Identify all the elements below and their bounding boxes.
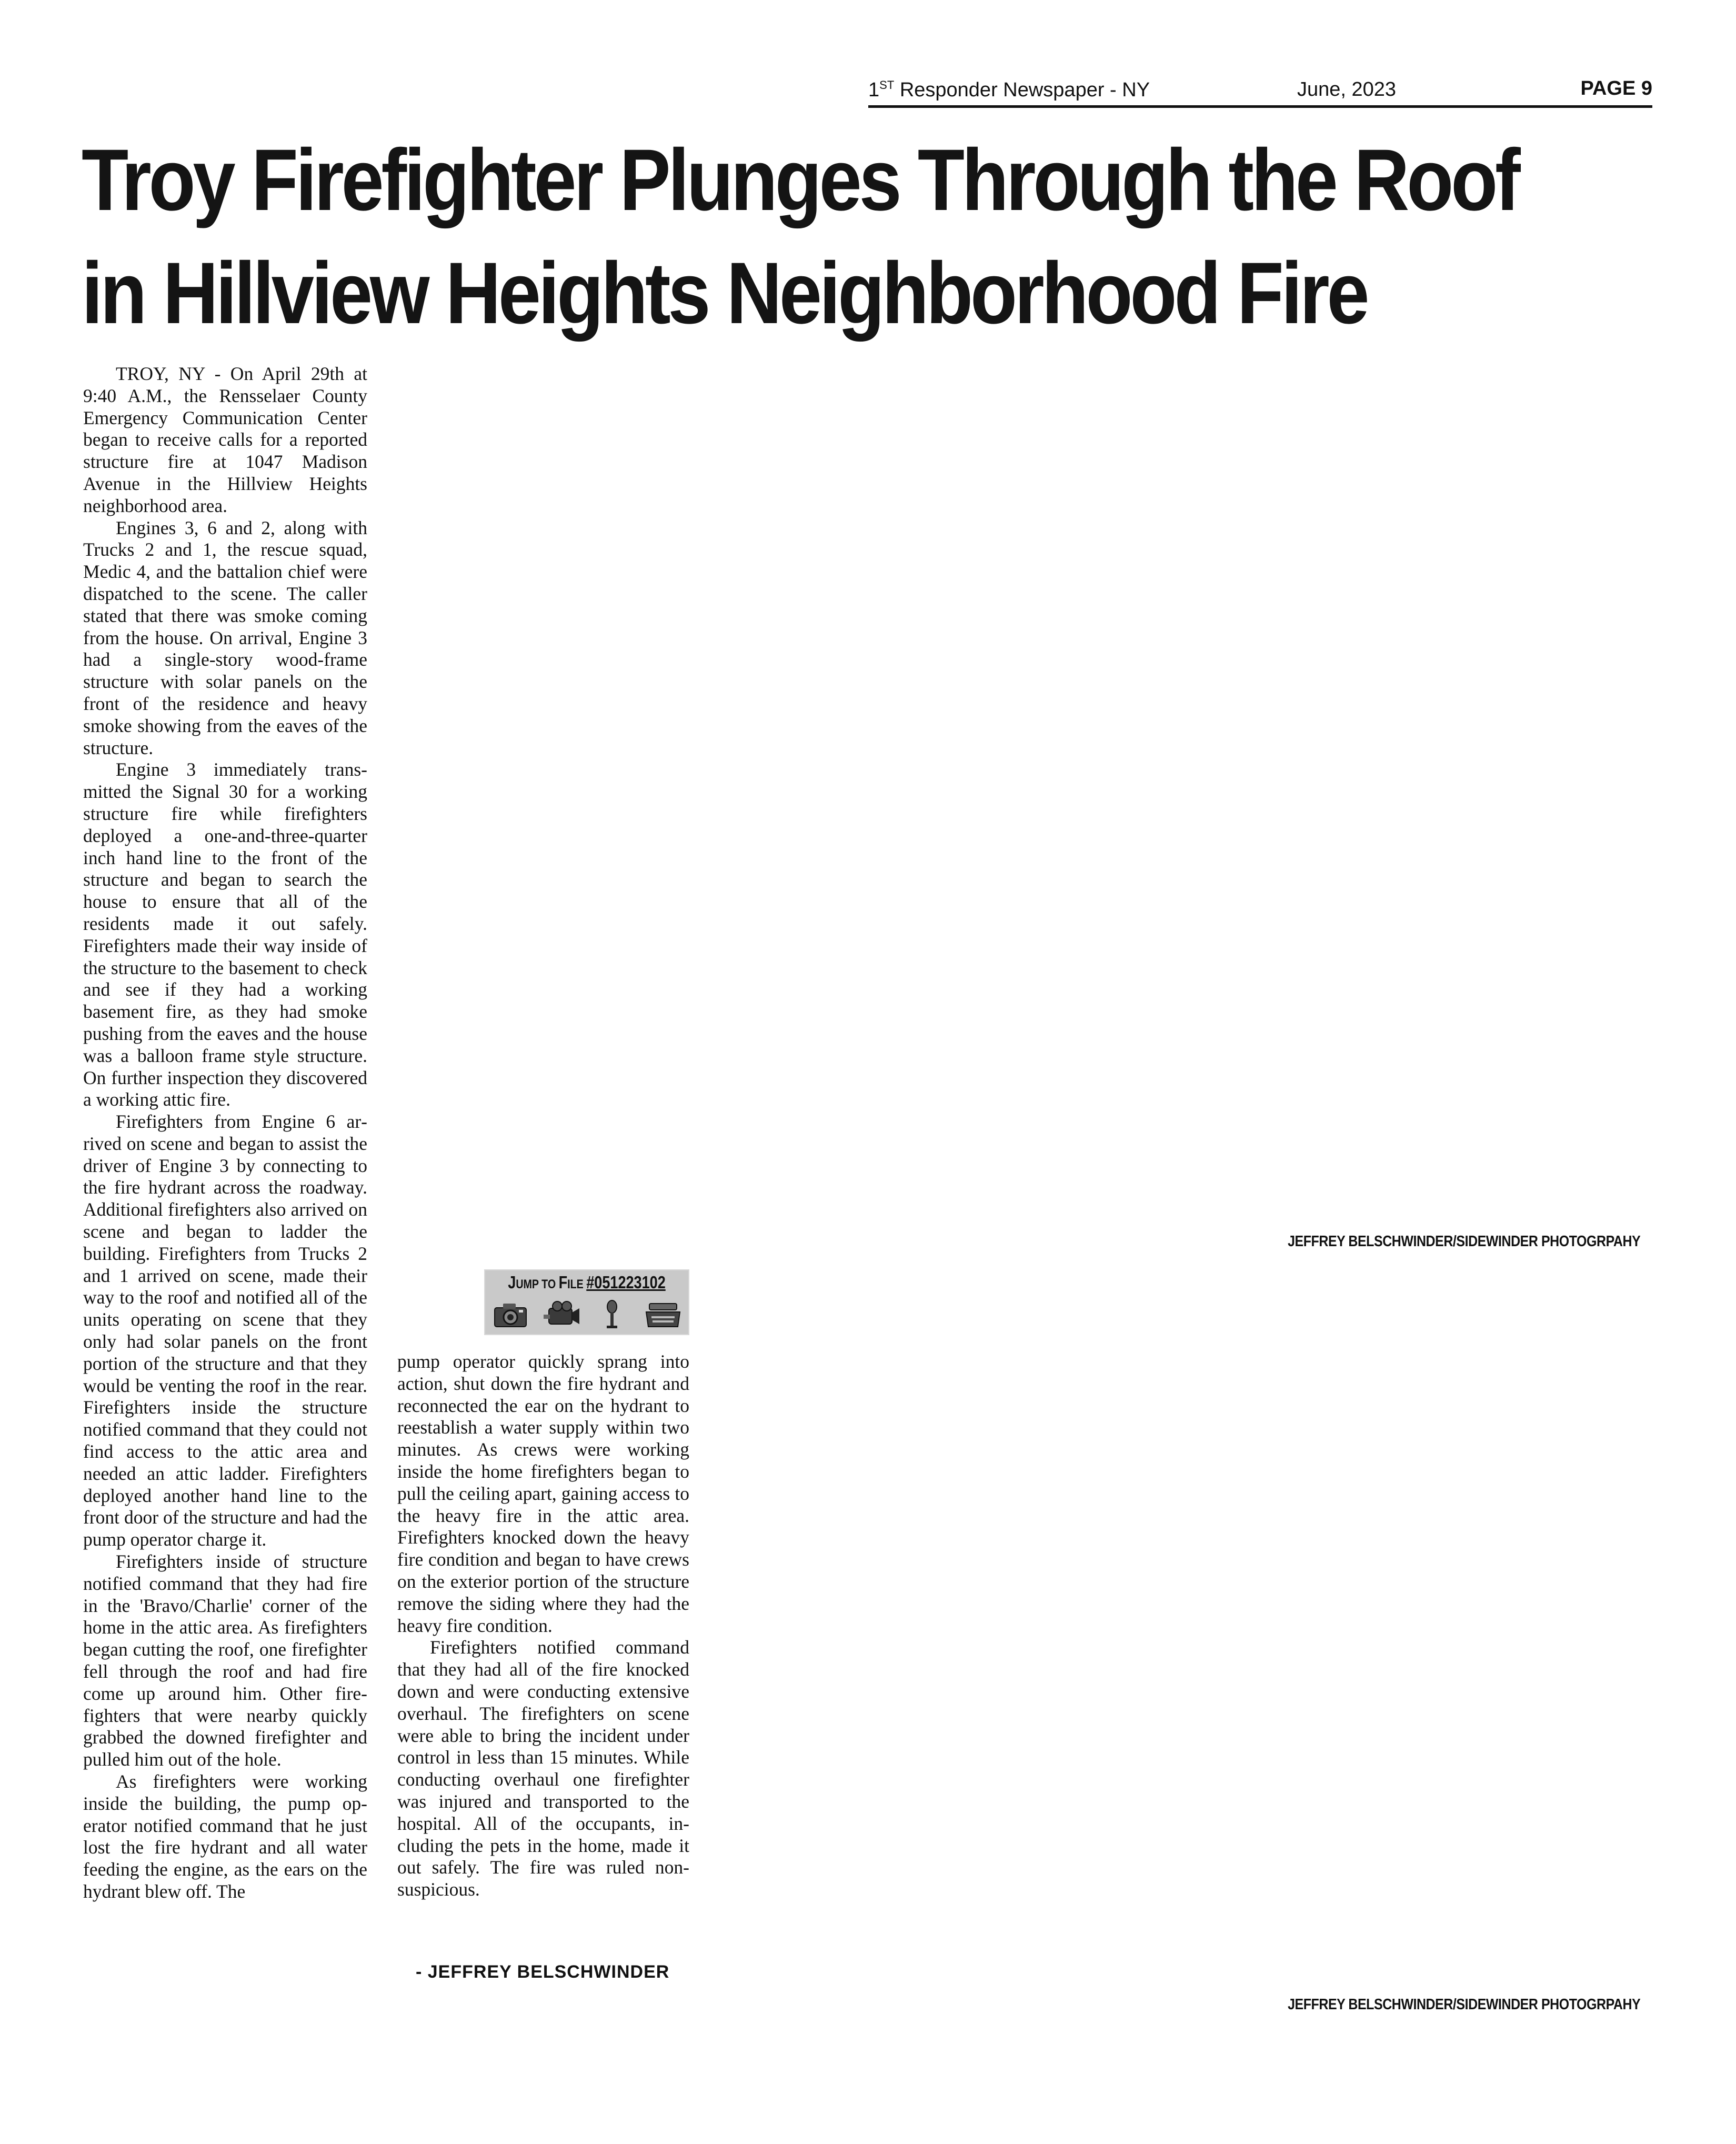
article-paragraph: pump operator quickly sprang into action, shut down the fire hydrant and reconnected the ear on the hydrant to reestablish a water supply within two minutes. As crews were working inside the home firefighters began to pull the ceiling apart, gaining access to the heavy fire in the attic area. Firefighters knocked down the heavy fire condition and began to have crews on the exterior portion of the structure remove the siding where they had the heavy fire condition. — [397, 1351, 689, 1636]
newspaper-name-suffix: Responder Newspaper - NY — [894, 79, 1150, 101]
newspaper-name-prefix: 1 — [868, 79, 880, 101]
newspaper-name — [868, 78, 1150, 102]
jump-label-ump: UMP TO — [516, 1277, 559, 1291]
article-column-1 — [83, 363, 367, 1903]
media-icons — [489, 1298, 684, 1333]
photo-credit-1: JEFFREY BELSCHWINDER/SIDEWINDER PHOTOGRPAHY — [1287, 1233, 1640, 1250]
headline-line-1: Troy Firefighter Plunges Through the Roof — [82, 132, 1518, 229]
jump-to-file-box[interactable] — [484, 1269, 689, 1335]
jump-label-ile: ILE — [567, 1277, 587, 1291]
typewriter-icon[interactable] — [642, 1298, 684, 1333]
page-header — [868, 76, 1652, 108]
article-column-2 — [397, 1351, 689, 1901]
article-paragraph: Engine 3 immediately transmitted the Signal 30 for a working structure fire while firefighters deployed a one-and-three-quarter inch hand line to the front of the structure and began to search the house to ensure that all of the residents made it out safely. Firefighters made their way inside of the structure to the basement to check and see if they had a working basement fire, as they had smoke pushing from the eaves and the house was a balloon frame style structure. On further inspection they discovered a working attic fire. — [83, 759, 367, 1110]
video-camera-icon[interactable] — [540, 1298, 583, 1333]
microphone-icon[interactable] — [591, 1298, 633, 1333]
article-paragraph: Firefighters inside of structure notified command that they had fire in the 'Bravo/Charlie' corner of the home in the attic area. As firefighters began cutting the roof, one firefighter fell through the roof and had fire come up around him. Other firefighters that were nearby quickly grabbed the downed firefighter and pulled him out of the hole. — [83, 1551, 367, 1770]
page-number: PAGE 9 — [1580, 77, 1652, 99]
author-byline: - JEFFREY BELSCHWINDER — [416, 1962, 670, 1982]
article-paragraph: As firefighters were working inside the building, the pump operator notified command that he just lost the fire hydrant and all water feeding the engine, as the ears on the hydrant blew off. The — [83, 1771, 367, 1902]
jump-to-file-label — [504, 1273, 670, 1293]
article-paragraph: Engines 3, 6 and 2, along with Trucks 2 and 1, the rescue squad, Medic 4, and the battalion chief were dispatched to the scene. The caller stated that there was smoke coming from the house. On arrival, Engine 3 had a single-story wood-frame structure with solar panels on the front of the residence and heavy smoke showing from the eaves of the structure. — [83, 517, 367, 758]
file-number-link[interactable]: #051223102 — [586, 1273, 666, 1292]
photo-credit-2: JEFFREY BELSCHWINDER/SIDEWINDER PHOTOGRPAHY — [1287, 1996, 1640, 2013]
headline-line-2: in Hillview Heights Neighborhood Fire — [82, 245, 1367, 342]
camera-icon[interactable] — [489, 1298, 531, 1333]
article-paragraph: TROY, NY - On April 29th at 9:40 A.M., the Rensselaer County Emergency Communication Center began to receive calls for a reported structure fire at 1047 Madison Avenue in the Hillview Heights neighborhood area. — [83, 363, 367, 516]
issue-date: June, 2023 — [1297, 78, 1397, 101]
article-paragraph: Firefighters from Engine 6 arrived on scene and began to assist the driver of Engine 3 by connecting to the fire hydrant across the roadway. Additional firefighters also arrived on scene and began to ladder the building. Firefighters from Trucks 2 and 1 arrived on scene, made their way to the roof and notified all of the units operating on scene that they only had solar panels on the front portion of the structure and that they would be venting the roof in the rear. Firefighters inside the structure notified command that they could not find access to the attic area and needed an attic ladder. Firefighters deployed another hand line to the front door of the structure and had the pump operator charge it. — [83, 1111, 367, 1550]
jump-label-f: F — [558, 1273, 568, 1292]
jump-label-j: J — [508, 1273, 516, 1292]
article-paragraph: Firefighters notified command that they had all of the fire knocked down and were conducting extensive overhaul. The firefighters on scene were able to bring the incident under control in less than 15 minutes. While conducting overhaul one firefighter was injured and transported to the hospital. All of the occupants, including the pets in the home, made it out safely. The fire was ruled non-suspicious. — [397, 1637, 689, 1900]
article-headline — [82, 124, 1518, 350]
newspaper-name-sup: ST — [879, 78, 895, 92]
